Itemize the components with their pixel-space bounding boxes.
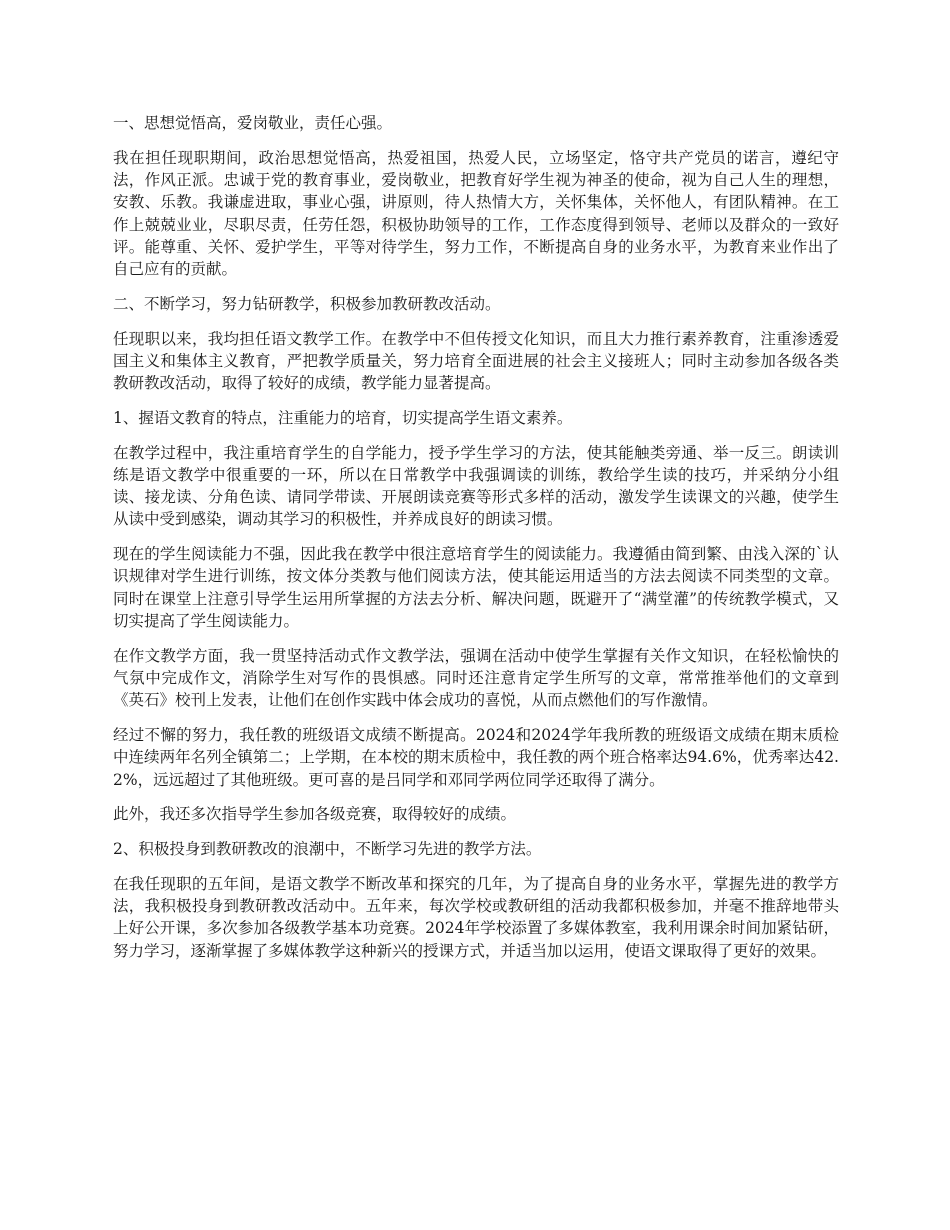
paragraph-teaching-reform: 在我任现职的五年间，是语文教学不断改革和探究的几年，为了提高自身的业务水平，掌握先进的教学方法，我积极投身到教研教改活动中。五年来，每次学校或教研组的活动我都积极参加，并毫不推辞地带头上好公开课，多次参加各级教学基本功竞赛。2024年学校添置了多媒体教室，我利用课余时间加紧钻研，努力学习，逐渐掌握了多媒体教学这种新兴的授课方式，并适当加以运用，使语文课取得了更好的效果。 (113, 874, 839, 960)
paragraph-competitions: 此外，我还多次指导学生参加各级竞赛，取得较好的成绩。 (113, 805, 517, 824)
paragraph-teaching-work: 任现职以来，我均担任语文教学工作。在教学中不但传授文化知识，而且大力推行素养教育，注重渗透爱国主义和集体主义教育，严把教学质量关，努力培育全面进展的社会主义接班人；同时主动参加各级各类教研教改活动，取得了较好的成绩，教学能力显著提高。 (113, 329, 839, 393)
paragraph-writing-teaching: 在作文教学方面，我一贯坚持活动式作文教学法，强调在活动中使学生掌握有关作文知识，在轻松愉快的气氛中完成作文，消除学生对写作的畏惧感。同时还注意肯定学生所写的文章，常常推举他们的文章到《英石》校刊上发表，让他们在创作实践中体会成功的喜悦，从而点燃他们的写作激情。 (113, 646, 839, 710)
paragraph-reading-ability: 现在的学生阅读能力不强，因此我在教学中很注意培育学生的阅读能力。我遵循由简到繁、由浅入深的`认识规律对学生进行训练，按文体分类教与他们阅读方法，使其能运用适当的方法去阅读不同类型的文章。同时在课堂上注意引导学生运用所掌握的方法去分析、解决问题，既避开了“满堂灌”的传统教学模式，又切实提高了学生阅读能力。 (113, 545, 839, 630)
paragraph-political-awareness: 我在担任现职期间，政治思想觉悟高，热爱祖国，热爱人民，立场坚定，恪守共产党员的诺言，遵纪守法，作风正派。忠诚于党的教育事业，爱岗敬业，把教育好学生视为神圣的使命，视为自己人生的理想，安教、乐教。我谦虚进取，事业心强，讲原则，待人热情大方，关怀集体，关怀他人，有团队精神。在工作上兢兢业业，尽职尽责，任劳任怨，积极协助领导的工作，工作态度得到领导、老师以及群众的一致好评。能尊重、关怀、爱护学生，平等对待学生，努力工作，不断提高自身的业务水平，为教育来业作出了自己应有的贡献。 (113, 148, 839, 279)
paragraph-results: 经过不懈的努力，我任教的班级语文成绩不断提高。2024和2024学年我所教的班级语文成绩在期末质检中连续两年名列全镇第二；上学期，在本校的期末质检中，我任教的两个班合格率达94.6%，优秀率达42.2%，远远超过了其他班级。更可喜的是吕同学和邓同学两位同学还取得了满分。 (113, 725, 839, 789)
document-page (113, 112, 839, 974)
section-heading-1: 一、思想觉悟高，爱岗敬业，责任心强。 (113, 114, 393, 132)
subsection-heading-1: 1、握语文教育的特点，注重能力的培育，切实提高学生语文素养。 (113, 408, 573, 427)
section-heading-2: 二、不断学习，努力钻研教学，积极参加教研教改活动。 (113, 294, 501, 313)
paragraph-self-study: 在教学过程中，我注重培育学生的自学能力，授予学生学习的方法，使其能触类旁通、举一反三。朗读训练是语文教学中很重要的一环，所以在日常教学中我强调读的训练，教给学生读的技巧，并采纳分小组读、接龙读、分角色读、请同学带读、开展朗读竞赛等形式多样的活动，激发学生读课文的兴趣，使学生从读中受到感染，调动其学习的积极性，并养成良好的朗读习惯。 (113, 443, 839, 529)
subsection-heading-2: 2、积极投身到教研教改的浪潮中，不断学习先进的教学方法。 (113, 839, 542, 858)
